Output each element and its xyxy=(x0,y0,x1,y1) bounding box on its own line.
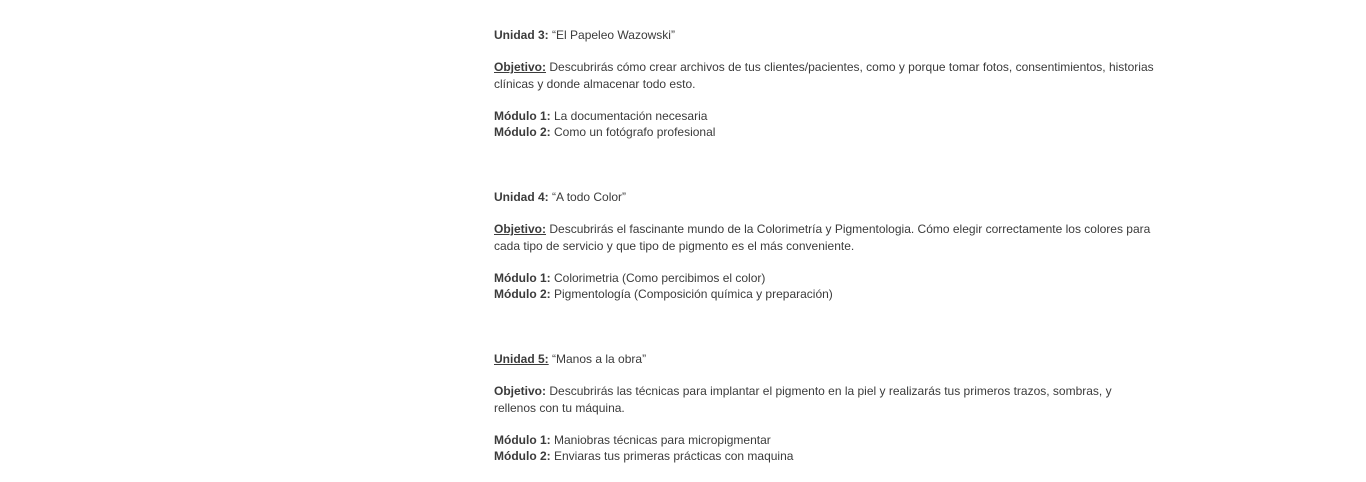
module-text: Maniobras técnicas para micropigmentar xyxy=(554,432,771,447)
module-line xyxy=(494,286,1154,302)
objective-text: Descubrirás el fascinante mundo de la Colorimetría y Pigmentologia. Cómo elegir correctamente los colores para cada tipo de servicio y que tipo de pigmento es el más conveniente. xyxy=(494,222,1151,253)
objective-text: Descubrirás cómo crear archivos de tus clientes/pacientes, como y porque tomar fotos, consentimientos, historias clínicas y donde almacenar todo esto. xyxy=(494,60,1154,91)
unit-title: “Manos a la obra” xyxy=(552,351,647,366)
unit-title: “El Papeleo Wazowski” xyxy=(552,28,675,42)
unit-4-section xyxy=(494,189,1154,302)
module-label: Módulo 1: xyxy=(494,270,551,285)
module-text: Pigmentología (Composición química y preparación) xyxy=(554,287,833,302)
unit-heading xyxy=(494,27,1154,43)
module-label: Módulo 2: xyxy=(494,449,551,464)
objective-label: Objetivo: xyxy=(494,384,547,399)
unit-label: Unidad 4: xyxy=(494,189,549,204)
module-label: Módulo 2: xyxy=(494,125,551,140)
module-label: Módulo 1: xyxy=(494,432,551,447)
module-text: Como un fotógrafo profesional xyxy=(554,125,716,140)
module-label: Módulo 1: xyxy=(494,108,551,123)
unit-3-section xyxy=(494,27,1154,140)
unit-label: Unidad 5: xyxy=(494,351,549,366)
module-line xyxy=(494,124,1154,140)
unit-heading xyxy=(494,351,1154,367)
module-line xyxy=(494,270,1154,286)
unit-heading xyxy=(494,189,1154,205)
module-text: La documentación necesaria xyxy=(554,108,708,123)
module-line xyxy=(494,448,1154,464)
unit-title: “A todo Color” xyxy=(552,189,627,204)
unit-label: Unidad 3: xyxy=(494,28,549,42)
objective-text: Descubrirás las técnicas para implantar el pigmento en la piel y realizarás tus primeros trazos, sombras, y rellenos con tu máquina. xyxy=(494,384,1112,415)
module-text: Colorimetria (Como percibimos el color) xyxy=(554,270,766,285)
objective-paragraph xyxy=(494,221,1154,253)
objective-paragraph xyxy=(494,59,1154,91)
objective-label: Objetivo: xyxy=(494,222,547,237)
module-line xyxy=(494,108,1154,124)
module-text: Enviaras tus primeras prácticas con maquina xyxy=(554,449,794,464)
module-label: Módulo 2: xyxy=(494,287,551,302)
unit-5-section xyxy=(494,351,1154,464)
document-body xyxy=(494,27,1154,464)
objective-label: Objetivo: xyxy=(494,60,547,75)
objective-paragraph xyxy=(494,383,1154,415)
module-line xyxy=(494,432,1154,448)
